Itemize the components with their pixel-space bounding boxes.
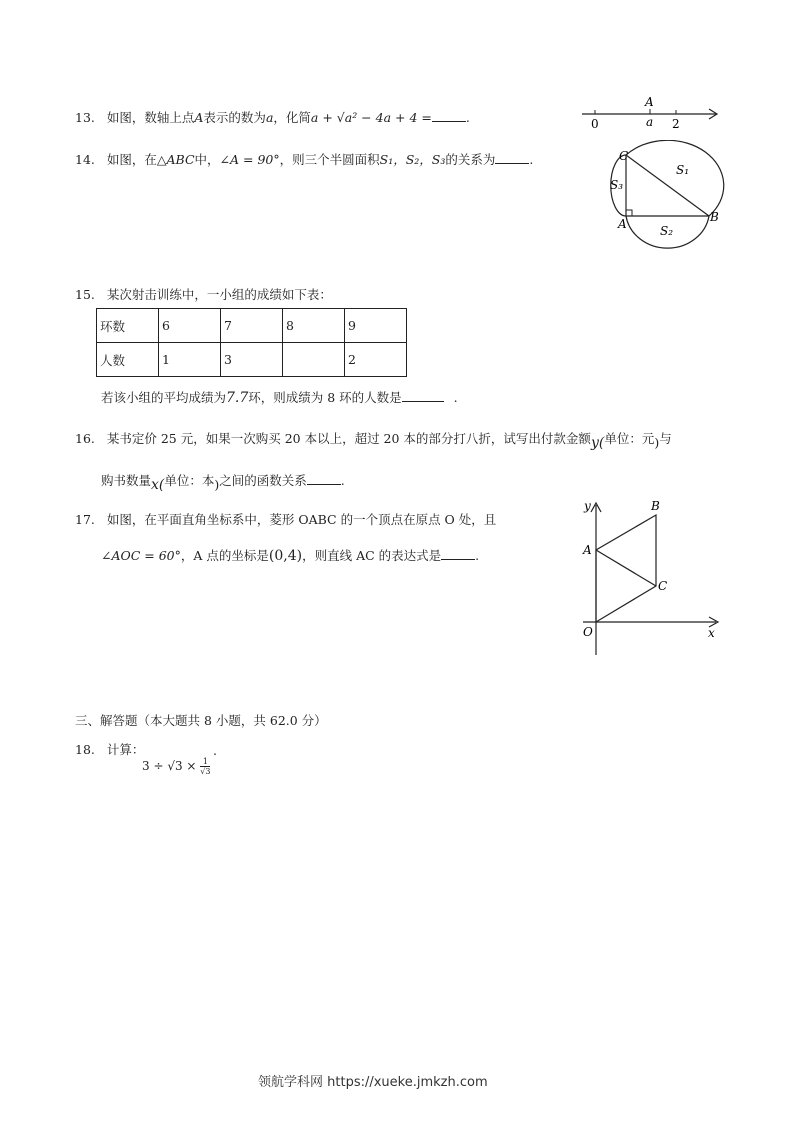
q15-score-table	[96, 308, 407, 377]
table-cell-blank[interactable]	[283, 343, 345, 377]
q17-fig-label-x: x	[708, 626, 715, 640]
q16-tail: .	[340, 473, 345, 488]
q18-fraction	[200, 757, 210, 776]
q13-text-before: 如图，数轴上点	[106, 110, 195, 125]
q15-intro-line	[75, 285, 332, 303]
q18-expr: 3 ÷ √3 ×	[142, 759, 197, 773]
q13-answer-blank[interactable]	[432, 111, 466, 122]
q17-text2: ，A 点的坐标是	[180, 548, 269, 563]
q17-tail: .	[475, 548, 480, 563]
q13-number: 13.	[75, 110, 95, 125]
table-cell: 3	[221, 343, 283, 377]
q14-angle: ∠A = 90°	[219, 152, 280, 167]
q14-fig-label-a: A	[618, 217, 627, 231]
table-cell: 6	[159, 309, 221, 343]
q17-fig-label-a: A	[583, 543, 592, 557]
table-cell: 环数	[97, 309, 159, 343]
q15-followup-line	[101, 388, 458, 406]
table-cell: 9	[345, 309, 407, 343]
q16-number: 16.	[75, 431, 95, 446]
q14-text2: 中，	[194, 152, 220, 167]
q13-point: A	[194, 110, 204, 125]
q13-number-line-figure	[578, 93, 723, 131]
q16-answer-blank[interactable]	[307, 474, 341, 485]
q17-number: 17.	[75, 512, 95, 527]
q14-text4: 的关系为	[445, 152, 496, 167]
section-3-title: 三、解答题（本大题共 8 小题，共 62.0 分）	[75, 713, 327, 728]
q16-y-var: y(	[590, 435, 605, 451]
q17-coord: (0,4)	[268, 548, 303, 564]
q17-fig-label-y: y	[584, 499, 591, 513]
q13-fig-label-2: 2	[672, 117, 680, 131]
q16-y-unit: 单位：元	[604, 431, 655, 446]
q16-line2-before: 购书数量	[101, 473, 152, 488]
table-cell: 7	[221, 309, 283, 343]
q14-fig-label-c: C	[619, 149, 629, 163]
q15-answer-blank[interactable]	[402, 391, 444, 402]
q14-number: 14.	[75, 152, 95, 167]
q17-rhombus-figure	[578, 495, 723, 660]
q18-number: 18.	[75, 742, 95, 757]
q16-line2-after: 之间的函数关系	[219, 473, 307, 488]
q18-expression	[142, 757, 210, 776]
q15-average: 7.7	[226, 390, 249, 406]
q16-x-var: x(	[151, 477, 165, 493]
q14-text3: ，则三个半圆面积	[279, 152, 380, 167]
footer-watermark: 领航学科网 https://xueke.jmkzh.com	[258, 1075, 488, 1090]
q14-fig-label-s3: S₃	[610, 178, 624, 192]
q17-answer-blank[interactable]	[441, 549, 475, 560]
q18-text: 计算：	[106, 742, 145, 757]
q13-var: a	[265, 110, 274, 125]
q13-fig-label-a: a	[646, 115, 654, 129]
q15-followup-after: 环，则成绩为 8 环的人数是	[248, 390, 402, 405]
q17-text3: ，则直线 AC 的表达式是	[302, 548, 442, 563]
q17-line1	[75, 510, 496, 528]
table-row	[97, 343, 407, 377]
table-cell: 1	[159, 343, 221, 377]
q14-tail: .	[529, 152, 534, 167]
q16-line1	[75, 429, 672, 451]
q13-line	[75, 108, 470, 126]
q16-x-close: )	[214, 477, 220, 492]
q17-fig-label-o: O	[583, 625, 593, 639]
q18-tail: .	[213, 743, 217, 758]
q18-frac-den: √3	[200, 767, 211, 776]
q14-fig-label-b: B	[710, 210, 719, 224]
table-cell: 8	[283, 309, 345, 343]
q13-text-mid: 表示的数为	[203, 110, 266, 125]
q17-angle: ∠AOC = 60°	[101, 548, 181, 563]
q16-line2	[101, 471, 345, 493]
q16-y-tail: 与	[659, 431, 672, 446]
q13-fig-label-a-point: A	[645, 95, 654, 109]
q17-line2	[101, 546, 479, 564]
q13-fig-label-0: 0	[591, 117, 599, 131]
q15-tail: .	[453, 390, 458, 405]
q17-line1-text: 如图，在平面直角坐标系中，菱形 OABC 的一个顶点在原点 O 处，且	[106, 512, 497, 527]
q16-y-close: )	[654, 435, 660, 450]
q14-line	[75, 150, 533, 168]
q16-x-unit: 单位：本	[164, 473, 215, 488]
q18-frac-num: 1	[200, 757, 210, 767]
q13-expression: a + √a² − 4a + 4 =	[310, 110, 432, 125]
q17-fig-label-b: B	[651, 499, 660, 513]
q15-followup-before: 若该小组的平均成绩为	[101, 390, 227, 405]
table-cell: 2	[345, 343, 407, 377]
q14-fig-label-s1: S₁	[676, 163, 690, 177]
q14-fig-label-s2: S₂	[660, 224, 674, 238]
q14-s-vars: S₁，S₂，S₃	[379, 152, 446, 167]
q17-fig-label-c: C	[658, 579, 668, 593]
q15-number: 15.	[75, 287, 95, 302]
q14-answer-blank[interactable]	[495, 153, 529, 164]
q14-semicircles-figure	[596, 140, 726, 260]
q14-text1: 如图，在	[106, 152, 157, 167]
q13-tail: .	[465, 110, 470, 125]
q16-line1-text: 某书定价 25 元，如果一次购买 20 本以上，超过 20 本的部分打八折，试写出付款金额	[106, 431, 591, 446]
q15-intro: 某次射击训练中，一小组的成绩如下表：	[106, 287, 332, 302]
table-row	[97, 309, 407, 343]
q14-triangle: △ABC	[156, 152, 195, 167]
q18-line	[75, 740, 144, 758]
table-cell: 人数	[97, 343, 159, 377]
q13-text-simplify: ，化简	[273, 110, 311, 125]
